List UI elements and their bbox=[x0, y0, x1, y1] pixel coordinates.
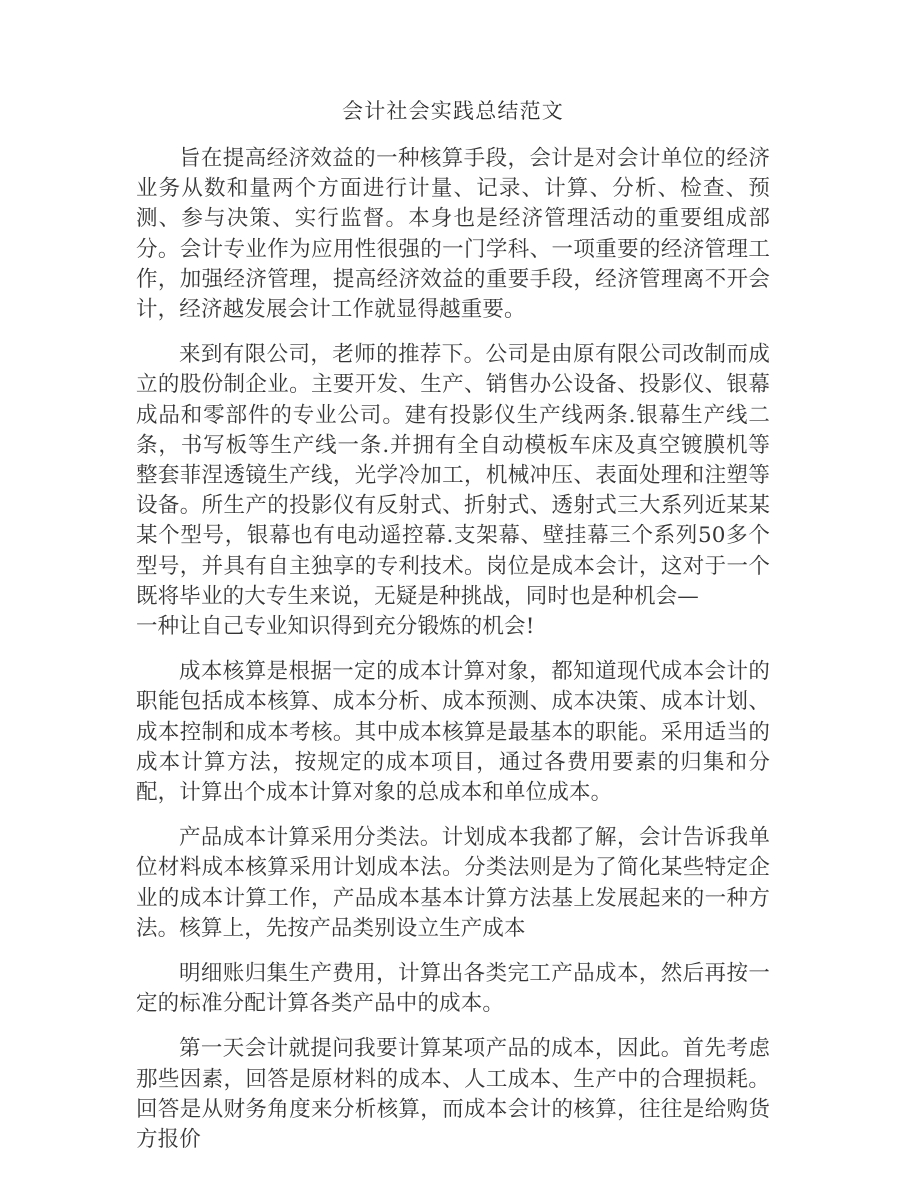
paragraph-2-text: 来到有限公司，老师的推荐下。公司是由原有限公司改制而成立的股份制企业。主要开发、生产、销售办公设备、投影仪、银幕成品和零部件的专业公司。建有投影仪生产线两条.银幕生产线二条，书写板等生产线一条.并拥有全自动模板车床及真空镀膜机等整套菲涅透镜生产线，光学冷加工，机械冲压、表面处理和注塑等设备。所生产的投影仪有反射式、折射式、透射式三大系列近某某某个型号，银幕也有电动遥控幕.支架幕、壁挂幕三个系列50多个型号，并具有自主独享的专利技术。岗位是成本会计，这对于一个既将毕业的大专生来说，无疑是种挑战，同时也是种机会— bbox=[136, 342, 770, 609]
paragraph-3: 成本核算是根据一定的成本计算对象，都知道现代成本会计的职能包括成本核算、成本分析、成本预测、成本决策、成本计划、成本控制和成本考核。其中成本核算是最基本的职能。采用适当的成本计算方法，按规定的成本项目，通过各费用要素的归集和分配，计算出个成本计算对象的总成本和单位成本。 bbox=[136, 659, 770, 806]
paragraph-5: 明细账归集生产费用，计算出各类完工产品成本，然后再按一定的标准分配计算各类产品中的成本。 bbox=[136, 961, 770, 1017]
paragraph-4: 产品成本计算采用分类法。计划成本我都了解，会计告诉我单位材料成本核算采用计划成本法。分类法则是为了简化某些特定企业的成本计算工作，产品成本基本计算方法基上发展起来的一种方法。核算上，先按产品类别设立生产成本 bbox=[136, 825, 770, 941]
page-title: 会计社会实践总结范文 bbox=[342, 99, 564, 123]
paragraph-1: 旨在提高经济效益的一种核算手段，会计是对会计单位的经济业务从数和量两个方面进行计量、记录、计算、分析、检查、预测、参与决策、实行监督。本身也是经济管理活动的重要组成部分。会计专业作为应用性很强的一门学科、一项重要的经济管理工作，加强经济管理，提高经济效益的重要手段，经济管理离不开会计，经济越发展会计工作就显得越重要。 bbox=[136, 146, 770, 323]
paragraph-2 bbox=[136, 340, 770, 642]
document-body bbox=[136, 96, 770, 1155]
paragraph-6: 第一天会计就提问我要计算某项产品的成本，因此。首先考虑那些因素，回答是原材料的成本、人工成本、生产中的合理损耗。回答是从财务角度来分析核算，而成本会计的核算，往往是给购货方报价 bbox=[136, 1036, 770, 1153]
paragraph-2-continuation: 一种让自己专业知识得到充分锻炼的机会! bbox=[136, 614, 535, 640]
